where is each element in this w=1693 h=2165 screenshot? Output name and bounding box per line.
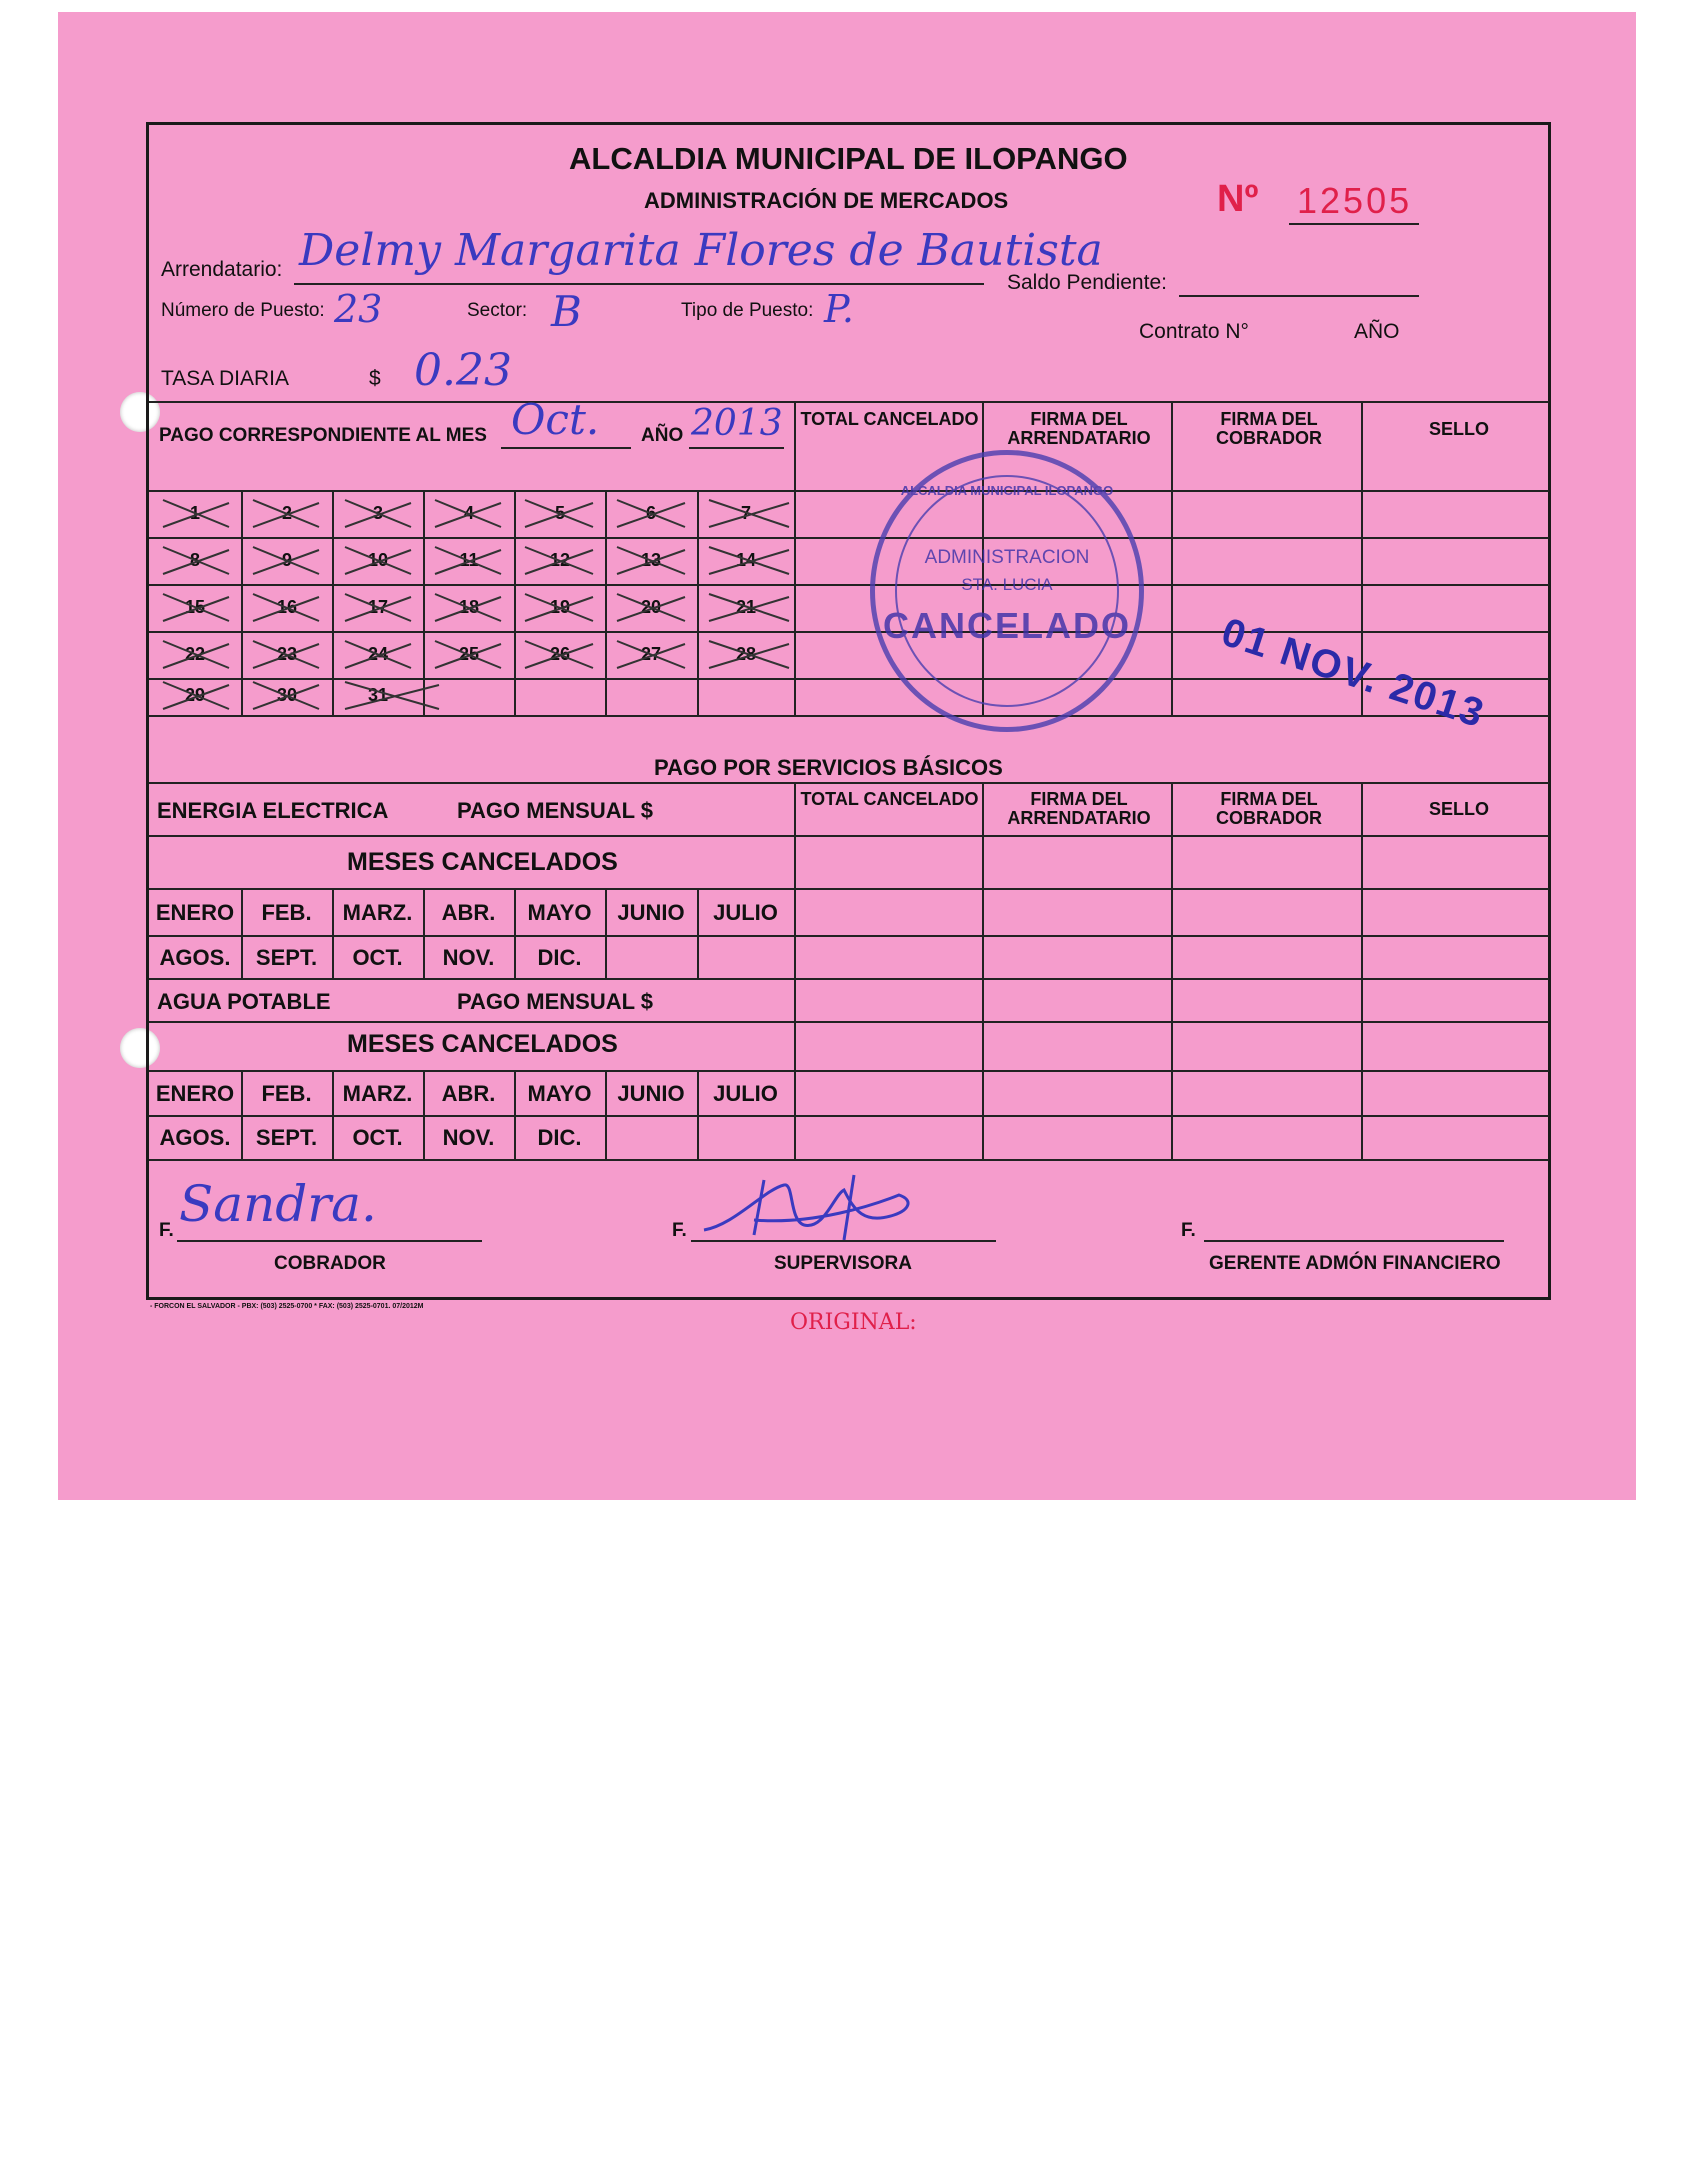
month-cell: FEB. [261,1081,312,1106]
cobrador-label: COBRADOR [274,1253,386,1274]
puesto-label: Número de Puesto: [161,300,325,321]
month-cell: MARZ. [342,900,413,925]
month-cell: MAYO [527,900,592,925]
month-cell: SEPT. [255,945,318,970]
day-cell: 31 [367,685,389,705]
month-cell: JUNIO [617,1081,685,1106]
month-cell: ENERO [155,1081,235,1106]
month-cell: NOV. [442,1125,495,1150]
month-cell: OCT. [352,945,403,970]
month-cell: NOV. [442,945,495,970]
day-cell: 16 [276,597,298,617]
tasa-value: 0.23 [414,345,512,396]
day-cell: 29 [184,685,206,705]
receipt-form [146,122,1551,1300]
mes-label: PAGO CORRESPONDIENTE AL MES [159,425,487,446]
receipt-number: 12505 [1297,180,1413,221]
month-cell: SEPT. [255,1125,318,1150]
services-col-firma-cobrador: FIRMA DEL COBRADOR [1216,789,1322,828]
agua-label: AGUA POTABLE [157,989,331,1014]
col-total-cancelado: TOTAL CANCELADO [800,409,979,429]
month-cell: ABR. [441,900,496,925]
tasa-currency: $ [369,367,381,390]
day-cell: 25 [458,644,480,664]
stamp-line2: STA. LUCIA [961,575,1053,594]
agua-meses-label: MESES CANCELADOS [347,1030,618,1058]
energia-meses-label: MESES CANCELADOS [347,848,618,876]
supervisora-signature [694,1170,924,1250]
month-cell: AGOS. [159,1125,231,1150]
day-cell: 12 [549,550,571,570]
printer-footer: - FORCON EL SALVADOR - PBX: (503) 2525-0700 * FAX: (503) 2525-0701. 07/2012M [150,1303,424,1310]
month-cell: JULIO [713,900,778,925]
day-cell: 3 [372,503,383,523]
day-cell: 26 [549,644,571,664]
day-cell: 28 [735,644,757,664]
form-title: ALCALDIA MUNICIPAL DE ILOPANGO [569,141,1128,176]
tipo-value: P. [824,287,854,331]
col-firma-cobrador: FIRMA DEL COBRADOR [1216,409,1322,448]
stamp-line3: CANCELADO [883,605,1131,646]
copy-label: ORIGINAL: [790,1310,917,1335]
day-cell: 8 [189,550,200,570]
day-cell: 7 [740,503,751,523]
day-cell: 11 [459,550,479,570]
month-cell: MARZ. [342,1081,413,1106]
supervisora-f-label: F. [672,1220,687,1241]
day-cross-marks [149,125,1549,725]
day-cell: 2 [281,503,292,523]
stamp-line1: ADMINISTRACION [924,547,1090,568]
col-firma-arrendatario: FIRMA DEL ARRENDATARIO [1007,409,1151,448]
mes-value: Oct. [511,395,600,444]
day-cell: 13 [640,550,662,570]
month-cell: OCT. [352,1125,403,1150]
contrato-label: Contrato N° [1139,320,1249,343]
day-cell: 10 [367,550,389,570]
day-cell: 27 [640,644,662,664]
day-cell: 9 [281,550,292,570]
agua-pago-mensual-label: PAGO MENSUAL $ [457,989,653,1014]
cobrador-signature: Sandra. [179,1175,377,1233]
day-cell: 20 [640,597,662,617]
month-cell: AGOS. [159,945,231,970]
services-col-total: TOTAL CANCELADO [800,789,979,809]
saldo-label: Saldo Pendiente: [1007,271,1167,294]
receipt-number-label: Nº [1217,178,1259,220]
day-cell: 22 [184,644,206,664]
services-title: PAGO POR SERVICIOS BÁSICOS [654,755,1003,780]
day-cell: 23 [276,644,298,664]
contrato-anio-label: AÑO [1354,320,1400,343]
services-col-sello: SELLO [1428,799,1489,819]
day-cell: 1 [189,503,200,523]
month-cell: JULIO [713,1081,778,1106]
stamp-ring-text: ALCALDIA MUNICIPAL ILOPANGO [900,483,1114,498]
day-cell: 6 [645,503,656,523]
day-cell: 15 [184,597,206,617]
sector-value: B [551,287,582,336]
puesto-value: 23 [334,287,383,331]
energia-pago-mensual-label: PAGO MENSUAL $ [457,798,653,823]
arrendatario-label: Arrendatario: [161,258,283,281]
day-cell: 17 [367,597,389,617]
arrendatario-value: Delmy Margarita Flores de Bautista [299,225,1103,276]
month-cell: MAYO [527,1081,592,1106]
day-cell: 19 [549,597,571,617]
sector-label: Sector: [467,300,528,321]
day-cell: 24 [367,644,389,664]
services-col-firma-arrendatario: FIRMA DEL ARRENDATARIO [1007,789,1151,828]
month-cell: FEB. [261,900,312,925]
day-cell: 18 [458,597,480,617]
tasa-label: TASA DIARIA [161,367,289,390]
month-cell: ABR. [441,1081,496,1106]
month-cell: DIC. [537,945,582,970]
cobrador-f-label: F. [159,1220,174,1241]
pago-anio-label: AÑO [641,425,684,446]
day-cell: 30 [276,685,298,705]
gerente-f-label: F. [1181,1220,1196,1241]
col-sello: SELLO [1428,419,1489,439]
cancelado-stamp [870,450,1144,732]
tipo-label: Tipo de Puesto: [681,300,814,321]
form-subtitle: ADMINISTRACIÓN DE MERCADOS [644,188,1009,213]
supervisora-label: SUPERVISORA [774,1253,912,1274]
gerente-label: GERENTE ADMÓN FINANCIERO [1209,1253,1501,1274]
month-cell: ENERO [155,900,235,925]
month-cell: DIC. [537,1125,582,1150]
day-cell: 5 [554,503,565,523]
energia-label: ENERGIA ELECTRICA [157,798,389,823]
day-cell: 21 [735,597,757,617]
day-cell: 4 [463,503,474,523]
day-cell: 14 [735,550,757,570]
date-stamp: 01 NOV. 2013 [1216,610,1491,737]
month-cell: JUNIO [617,900,685,925]
pago-anio-value: 2013 [691,403,783,444]
